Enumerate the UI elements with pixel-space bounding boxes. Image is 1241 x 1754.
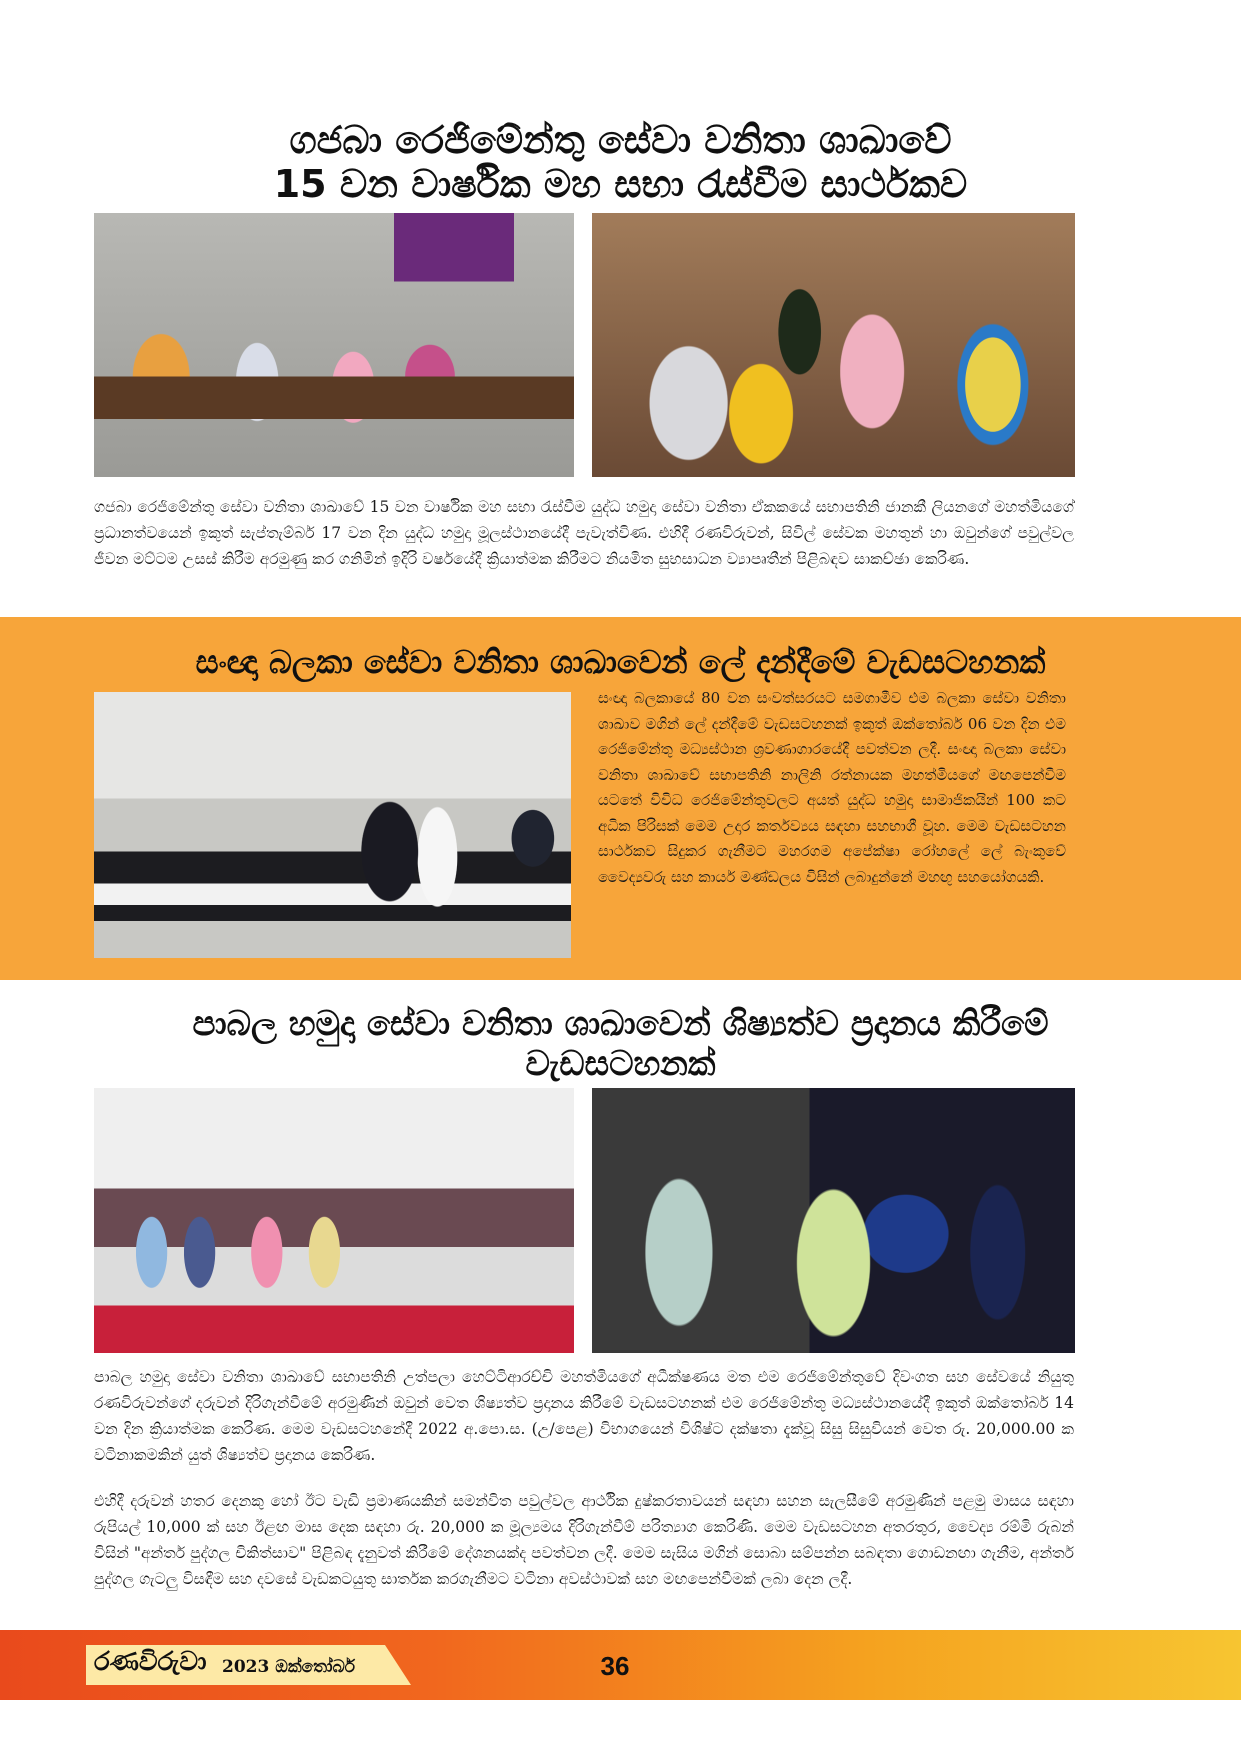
article1-title-line1: ගජබා රෙජිමේන්තු සේවා වනිතා ශාඛාවේ (289, 118, 952, 162)
article1-photo-meeting-panel (94, 213, 574, 477)
article3-title-line1: පාබල හමුදා සේවා වනිතා ශාඛාවෙන් ශිෂ්‍යත්ව ප්‍රදානය කිරීමේ (192, 1004, 1049, 1044)
article3-body-paragraph1: පාබල හමුදා සේවා වනිතා ශාඛාවේ සභාපතිනි උත්පලා හෙට්ටිආරච්චි මහත්මියගේ අධීක්ෂණය මත එම රෙජිමේන්තුවේ දිවංගත සහ සේවයේ නියුතු රණවිරුවන්ගේ දරුවන් දිරිගැන්වීමේ අරමුණින් ඔවුන් වෙත ශිෂ්‍යත්ව ප්‍රදානය කිරීමේ වැඩසටහනක් එම රෙජිමේන්තු මධ්‍යස්ථානයේදී ඉකුත් ඔක්තෝබර් 14 වන දින ක්‍රියාත්මක කෙරිණ. මෙම වැඩසටහනේදී 2022 අ.පො.ස. (උ/පෙළ) විභාගයෙන් විශිෂ්ට දක්ෂතා දැක්වූ සිසු සිසුවියන් වෙත රු. 20,000.00 ක වටිනාකමකින් යුත් ශිෂ්‍යත්ව ප්‍රදානය කෙරිණ. (94, 1368, 1074, 1464)
article3-photo-audience (94, 1088, 574, 1353)
article1-body: ගජබා රෙජිමේන්තු සේවා වනිතා ශාඛාවේ 15 වන වාර්ෂික මහ සභා රැස්වීම යුද්ධ හමුදා සේවා වනිතා ඒකකයේ සභාපතිනි ජානකී ලියනගේ මහත්මියගේ ප්‍රධානත්වයෙන් ඉකුත් සැප්තැම්බර් 17 වන දින යුද්ධ හමුදා මූලස්ථානයේදී පැවැත්විණ. එහිදී රණවිරුවන්, සිවිල් සේවක මහතුන් හා ඔවුන්ගේ පවුල්වල ජීවන මට්ටම උසස් කිරීම අරමුණු කර ගනිමින් ඉදිරි වර්ෂයේදී ක්‍රියාත්මක කිරීමට නියමිත සුභසාධන ව්‍යාපෘතීන් පිළිබඳව සාකච්ඡා කෙරිණ. (94, 498, 1074, 568)
article3-title-line2: වැඩසටහනක් (525, 1044, 716, 1084)
article1-photo-gathering (592, 213, 1075, 477)
page-number: 36 (600, 1651, 630, 1681)
issue-date: 2023 ඔක්තෝබර් (222, 1657, 356, 1677)
masthead-logo: රණවිරුවා (94, 1647, 207, 1677)
article3-photo-scholarship-award (592, 1088, 1075, 1353)
article2-body: සංඥා බලකායේ 80 වන සංවත්සරයට සමගාමීව එම බලකා සේවා වනිතා ශාඛාව මගින් ලේ දන්දීමේ වැඩසටහනක් ඉකුත් ඔක්තෝබර් 06 වන දින එම රෙජිමේන්තු මධ්‍යස්ථාන ශ්‍රවණාගාරයේදී පවත්වන ලදී. සංඥා බලකා සේවා වනිතා ශාඛාවේ සභාපතිනි නාලිනි රත්නායක මහත්මියගේ මඟපෙන්වීම යටතේ විවිධ රෙජිමේන්තුවලට අයත් යුද්ධ හමුදා සාමාජිකයින් 100 කට අධික පිරිසක් මෙම උදාර කර්තව්‍යය සඳහා සහභාගී වූහ. මෙම වැඩසටහන සාර්ථකව සිදුකර ගැනීමට මහරගම අපේක්ෂා රෝහලේ ලේ බැංකුවේ වෛද්‍යවරු සහ කාර්ය මණ්ඩලය විසින් ලබාදුන්නේ මහඟු සහයෝගයකි. (598, 689, 1066, 886)
article1-title-line2: 15 වන වාර්ෂික මහ සභා රැස්වීම සාර්ථකව (273, 162, 968, 206)
article2-photo-blood-donation (94, 692, 571, 958)
article3-body-paragraph2: එහිදී දරුවන් හතර දෙනකු හෝ ඊට වැඩි ප්‍රමාණයකින් සමන්විත පවුල්වල ආර්ථික දුෂ්කරතාවයන් සඳහා සහන සැලසීමේ අරමුණින් පළමු මාසය සඳහා රුපියල් 10,000 ක් සහ ඊළඟ මාස දෙක සඳහා රු. 20,000 ක මූල්‍යමය දිරිගැන්වීම් පරිත්‍යාග කෙරිණි. මෙම වැඩසටහන අතරතුර, වෛද්‍ය රම්මි රුබන් විසින් "අන්තර් පුද්ගල චිකිත්සාව" පිළිබඳ දැනුවත් කිරීමේ දේශනයක්ද පවත්වන ලදී. මෙම සැසිය මගින් සොබා සම්පන්න සබඳතා ගොඩනඟා ගැනීම, අන්තර් පුද්ගල ගැටලු විසඳීම සහ දවසේ වැඩකටයුතු සාර්තක කරගැනීමට වටිනා අවස්ථාවක් සහ මඟපෙන්වීමක් ලබා දෙන ලදී. (94, 1492, 1074, 1588)
article2-title: සංඥා බලකා සේවා වනිතා ශාඛාවෙන් ලේ දන්දීමේ වැඩසටහනක් (195, 643, 1046, 681)
